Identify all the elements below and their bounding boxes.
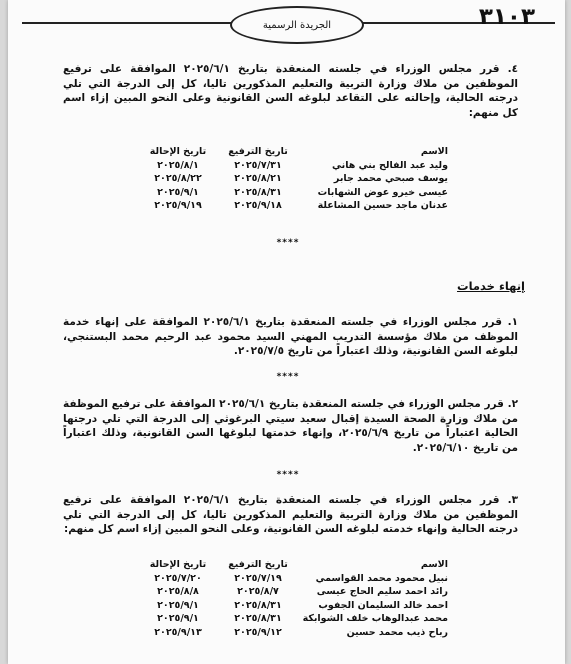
promotion-table-2 (128, 558, 448, 639)
promotion-date: ٢٠٢٥/٧/١٩ (234, 572, 282, 584)
promotion-date: ٢٠٢٥/٨/٣١ (234, 599, 282, 611)
table-row (128, 186, 448, 200)
decision-item-2: ٢. قرر مجلس الوزراء في جلسته المنعقدة بتاريخ ٢٠٢٥/٦/١ الموافقة على ترفيع الموظفة من ملاك وزارة الصحة السيدة إقبال سعيد سيتي البرغوثي إلى الدرجة التي تلي درجتها الحالية اعتباراً من تاريخ ٢٠٢٥/٦/٩، وإنهاء خدمتها لبلوغها السن القانونية، وذلك اعتباراً من تاريخ ٢٠٢٥/٦/١٠. (63, 398, 518, 454)
table-row (128, 159, 448, 173)
employee-name: يوسف صبحي محمد جابر (333, 173, 448, 184)
promotion-date: ٢٠٢٥/٨/٣١ (234, 613, 282, 624)
header-promotion-date: تاريخ الترفيع (228, 146, 288, 157)
employee-name: احمد خالد السليمان الجفوب (318, 599, 448, 611)
table-header-row (128, 558, 448, 572)
page-header (8, 0, 565, 48)
separator-stars: **** (276, 372, 300, 382)
employee-name: عدنان ماجد حسين المشاعلة (317, 200, 448, 211)
promotion-table-1 (128, 145, 448, 213)
employee-name: رباح ذيب محمد حسين (346, 626, 448, 638)
gazette-title-oval (230, 6, 364, 44)
referral-date: ٢٠٢٥/٩/١٩ (154, 200, 202, 211)
referral-date: ٢٠٢٥/٨/٨ (157, 586, 199, 597)
gazette-page (8, 0, 565, 664)
promotion-date: ٢٠٢٥/٧/٣١ (234, 159, 282, 171)
table-row (128, 172, 448, 186)
referral-date: ٢٠٢٥/٧/٢٠ (154, 572, 202, 584)
referral-date: ٢٠٢٥/٩/١ (157, 599, 199, 611)
table-row (128, 585, 448, 599)
section-heading: إنهاء خدمات (457, 279, 525, 293)
header-promotion-date: تاريخ الترفيع (228, 559, 288, 570)
employee-name: نبيل محمود محمد القواسمي (315, 572, 448, 584)
employee-name: رائد احمد سليم الحاج عيسى (316, 586, 448, 597)
separator-stars: **** (276, 470, 300, 480)
promotion-date: ٢٠٢٥/٨/٣١ (234, 186, 282, 198)
employee-name: محمد عبدالوهاب خلف الشوابكة (302, 613, 448, 624)
table-row (128, 612, 448, 626)
table-row (128, 572, 448, 586)
referral-date: ٢٠٢٥/٩/١ (157, 613, 199, 624)
referral-date: ٢٠٢٥/٨/١ (157, 159, 199, 171)
promotion-date: ٢٠٢٥/٩/١٨ (234, 200, 282, 211)
referral-date: ٢٠٢٥/٨/٢٢ (154, 173, 202, 184)
promotion-date: ٢٠٢٥/٨/٧ (237, 586, 279, 597)
table-row (128, 626, 448, 640)
separator-stars: **** (276, 238, 300, 248)
decision-item-4: ٤. قرر مجلس الوزراء في جلسته المنعقدة بتاريخ ٢٠٢٥/٦/١ الموافقة على ترفيع الموظفين من ملاك وزارة التربية والتعليم المذكورين تاليا، كل إلى الدرجة التي تلي درجته الحالية، وإحالته على التقاعد لبلوغه السن القانونية وعلى النحو المبين إزاء اسم كل منهم: (63, 63, 519, 119)
decision-item-1: ١. قرر مجلس الوزراء في جلسته المنعقدة بتاريخ ٢٠٢٥/٦/١ الموافقة على إنهاء خدمة الموظف من ملاك مؤسسة التدريب المهني السيد محمود عبد الرحيم محمد البستنجي، لبلوغه السن القانونية، وذلك اعتباراً من تاريخ ٢٠٢٥/٧/٥. (63, 316, 519, 358)
header-name: الاسم (420, 559, 448, 570)
page-number: ٣١٠٣ (478, 4, 535, 30)
table-row (128, 199, 448, 213)
employee-name: وليد عبد الفالح بني هاني (332, 159, 448, 171)
gazette-title: الجريدة الرسمية (262, 19, 332, 31)
header-referral-date: تاريخ الإحالة (149, 146, 207, 157)
referral-date: ٢٠٢٥/٩/١ (157, 186, 199, 198)
table-row (128, 599, 448, 613)
referral-date: ٢٠٢٥/٩/١٣ (154, 626, 202, 638)
header-name: الاسم (420, 146, 448, 157)
employee-name: عيسى خيرو عوض الشهابات (317, 186, 448, 198)
header-referral-date: تاريخ الإحالة (149, 559, 207, 570)
table-header-row (128, 145, 448, 159)
decision-item-3: ٣. قرر مجلس الوزراء في جلسته المنعقدة بتاريخ ٢٠٢٥/٦/١ الموافقة على ترفيع الموظفين من ملاك وزارة التربية والتعليم المذكورين تاليا، كل إلى الدرجة التي تلي درجته الحالية وإنهاء خدمته لبلوغه السن القانونية، وعلى النحو المبين إزاء اسم كل منهم: (63, 494, 519, 536)
promotion-date: ٢٠٢٥/٩/١٢ (234, 626, 282, 638)
promotion-date: ٢٠٢٥/٨/٢١ (234, 173, 282, 184)
